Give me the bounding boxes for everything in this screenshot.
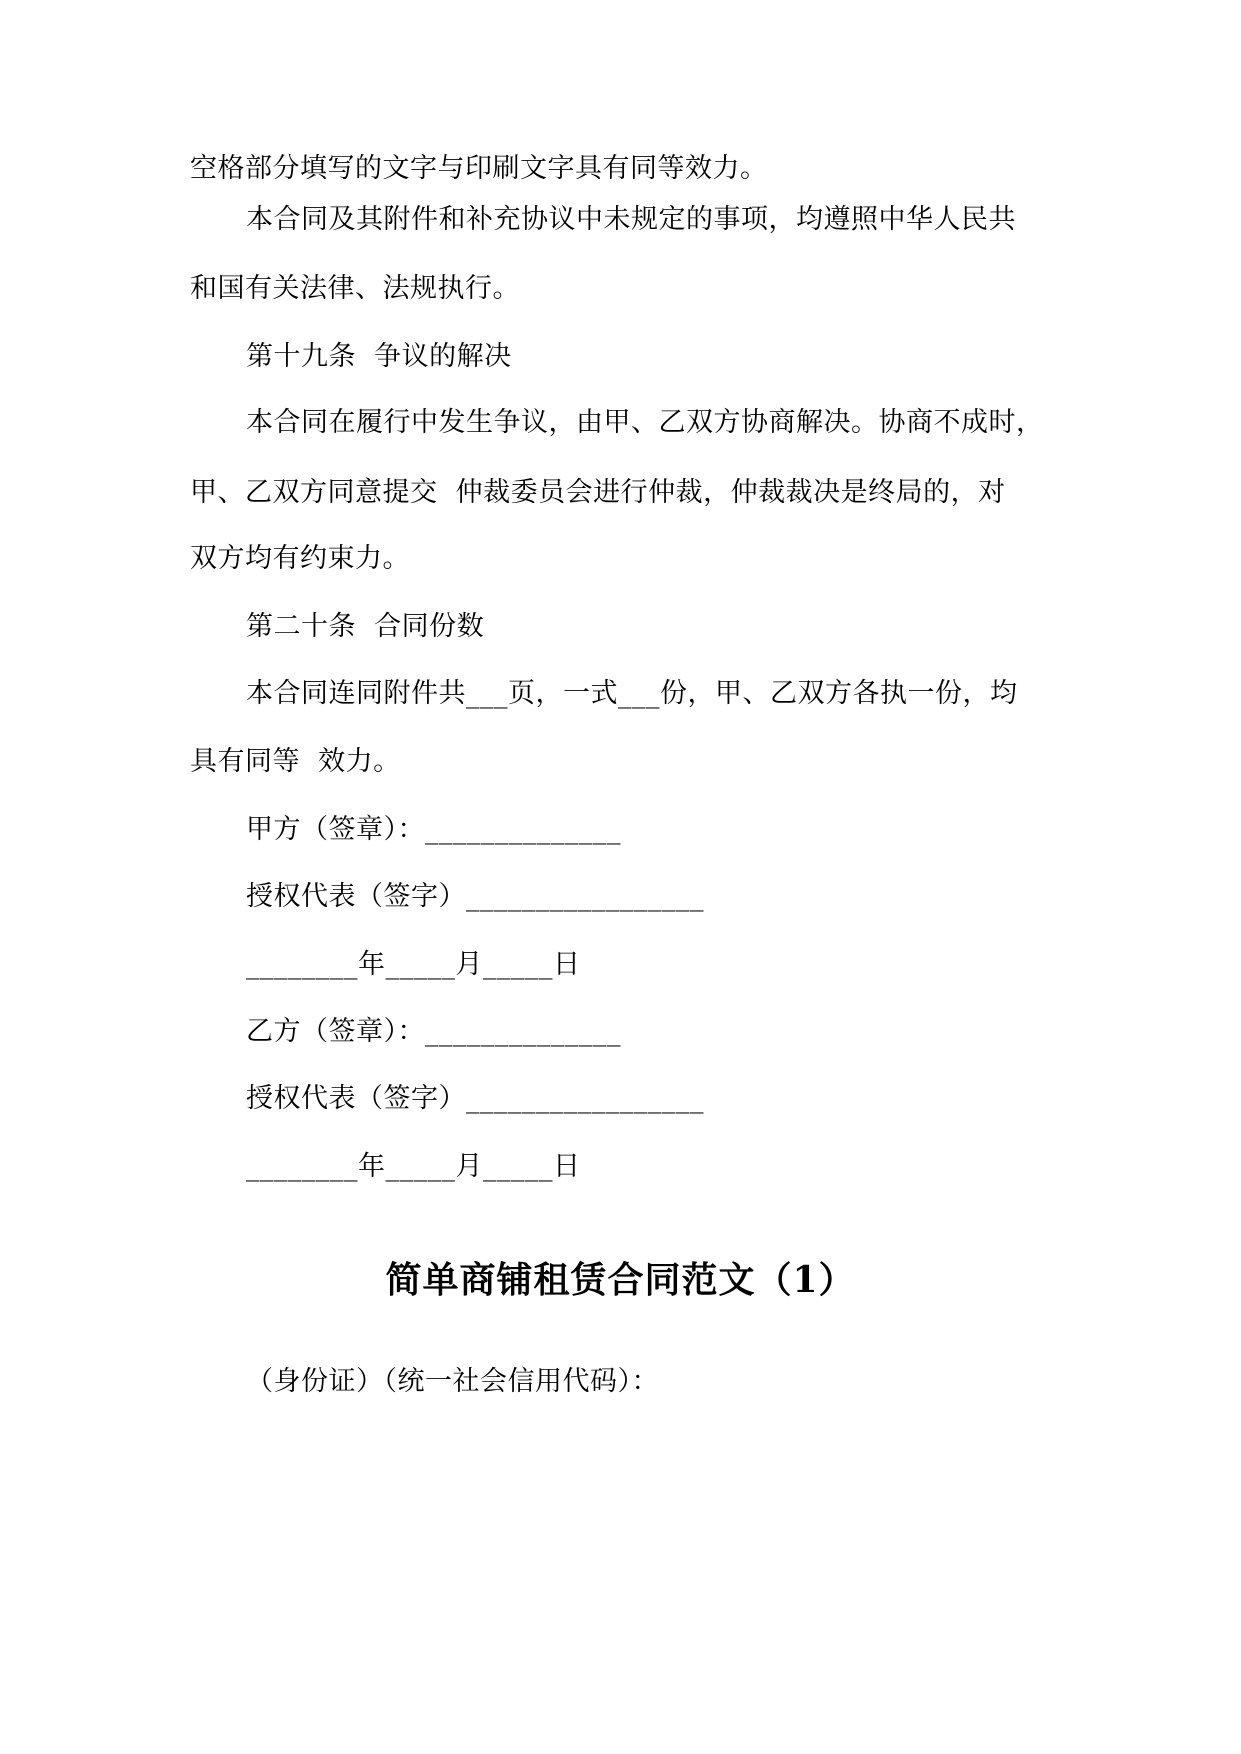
party-b-date-line: ________年_____月_____日 [246,1151,581,1182]
paragraph-line: 空格部分填写的文字与印刷文字具有同等效力。 [190,153,768,184]
article-heading: 第二十条 合同份数 [246,611,485,642]
identity-line: （身份证）（统一社会信用代码）： [246,1366,659,1397]
party-b-signature-line: 乙方（签章）：______________ [246,1016,621,1047]
paragraph-line: 本合同及其附件和补充协议中未规定的事项，均遵照中华人民共 [246,204,1016,235]
party-b-representative-line: 授权代表（签字）_________________ [246,1083,704,1114]
paragraph-line: 甲、乙双方同意提交 仲裁委员会进行仲裁，仲裁裁决是终局的，对 [190,477,1006,508]
party-a-representative-line: 授权代表（签字）_________________ [246,881,704,912]
paragraph-line: 本合同连同附件共___页，一式___份，甲、乙双方各执一份，均 [246,678,1018,709]
party-a-date-line: ________年_____月_____日 [246,949,581,980]
paragraph-line: 本合同在履行中发生争议，由甲、乙双方协商解决。协商不成时， [246,407,1044,438]
paragraph-line: 具有同等 效力。 [190,746,401,777]
party-a-signature-line: 甲方（签章）：______________ [246,814,621,845]
paragraph-line: 和国有关法律、法规执行。 [190,273,520,304]
document-title: 简单商铺租赁合同范文（1） [385,1259,856,1301]
paragraph-line: 双方均有约束力。 [190,543,410,574]
article-heading: 第十九条 争议的解决 [246,341,512,372]
